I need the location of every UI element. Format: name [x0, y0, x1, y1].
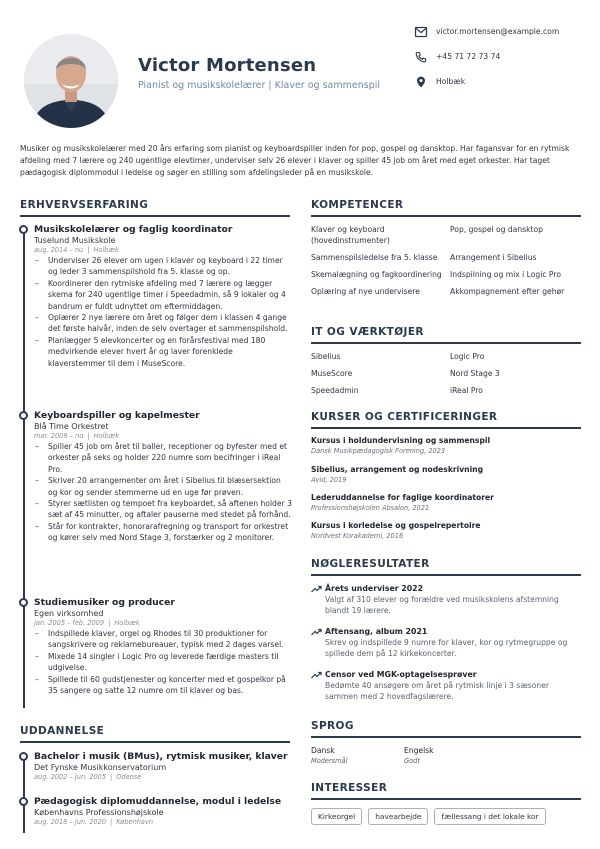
section-tools-rule	[311, 342, 581, 344]
section-tools-heading: IT OG VÆRKTØJER	[311, 326, 424, 338]
job-bullets	[34, 255, 292, 369]
job-period: jan. 2005 – feb. 2009	[34, 619, 105, 627]
education-period: aug. 2002 – jun. 2005	[34, 773, 107, 781]
experience-item	[34, 597, 292, 696]
section-education-heading: UDDANNELSE	[20, 725, 105, 737]
interests-list	[311, 808, 581, 825]
course-org: Professionshøjskolen Absalon, 2021	[311, 504, 430, 512]
skill-item: Indspilning og mix i Logic Pro	[450, 270, 561, 279]
education-location: København	[116, 818, 154, 826]
job-title: Studiemusiker og producer	[34, 597, 175, 608]
section-experience-heading: ERHVERVSERFARING	[20, 199, 149, 211]
tool-item: Sibelius	[311, 352, 341, 361]
job-bullet: – Underviser 26 elever om ugen i klaver og keyboard i 22 timer og leder 3 sammenspilshold fra 5. klasse og op.	[34, 255, 292, 278]
job-bullet: – Skriver 20 arrangementer om året i Sibelius til blæsersektion og kor og sender stemmerne ud en uge før prøven.	[34, 475, 292, 498]
course-item	[311, 436, 581, 455]
job-bullet: – Indspillede klaver, orgel og Rhodes til 30 produktioner for sangskrivere og reklamebureauer, typisk med 2 dages varsel.	[34, 628, 292, 651]
degree-title: Bachelor i musik (BMus), rytmisk musiker, klaver	[34, 751, 288, 762]
phone-icon	[414, 51, 430, 63]
section-education-rule	[20, 741, 290, 743]
tool-item: iReal Pro	[450, 386, 483, 395]
experience-item	[34, 410, 292, 544]
skill-item: Skemalægning og fagkoordinering	[311, 270, 442, 279]
school-name: Det Fynske Musikkonservatorium	[34, 763, 167, 772]
contact-block	[414, 19, 594, 94]
course-name: Kursus i holdundervisning og sammenspil	[311, 436, 491, 445]
job-location: Holbæk	[93, 246, 119, 254]
course-name: Sibelius, arrangement og nodeskrivning	[311, 465, 484, 474]
education-period: aug. 2018 – jun. 2020	[34, 818, 107, 826]
section-skills-heading: KOMPETENCER	[311, 199, 404, 211]
interest-tag: havearbejde	[368, 808, 428, 825]
interest-tag: fællessang i det lokale kor	[434, 808, 545, 825]
achievement-desc: Skrev og indspillede 9 numre for klaver, kor og rytmegruppe og spillede dem på 12 kirkekoncerter.	[325, 638, 568, 659]
contact-phone[interactable]	[414, 44, 594, 69]
contact-location	[414, 69, 594, 94]
course-item	[311, 521, 581, 540]
job-bullet: – Mixede 14 singler i Logic Pro og leverede færdige masters til udgivelse.	[34, 651, 292, 674]
section-languages-rule	[311, 736, 581, 738]
achievement-item	[311, 627, 581, 660]
job-company: Tuselund Musikskole	[34, 236, 116, 245]
education-item	[34, 796, 292, 826]
portrait-image	[24, 34, 118, 128]
course-org: Dansk Musikpædagogisk Forening, 2023	[311, 447, 446, 455]
education-meta: aug. 2002 – jun. 2005 | Odense	[34, 773, 142, 781]
language-level: Modersmål	[311, 757, 348, 765]
profile-photo	[24, 34, 118, 128]
language-name: Engelsk	[404, 746, 434, 755]
job-company: Blå Time Orkestret	[34, 422, 109, 431]
location-text: Holbæk	[436, 77, 466, 86]
contact-email[interactable]	[414, 19, 594, 44]
course-item	[311, 493, 581, 512]
job-bullets	[34, 628, 292, 696]
section-experience-rule	[20, 215, 290, 217]
tool-item: Nord Stage 3	[450, 369, 500, 378]
trend-up-icon	[311, 671, 322, 679]
timeline-dot	[19, 797, 28, 806]
school-name: Københavns Professionshøjskole	[34, 808, 164, 817]
section-languages-heading: SPROG	[311, 720, 354, 732]
job-bullet: – Planlægger 5 elevkoncerter og en forårsfestival med 180 medvirkende elever hvert år og laver forenklede klaverstemmer til dem i MuseScore.	[34, 335, 292, 369]
trend-up-icon	[311, 585, 322, 593]
skill-item: Klaver og keyboard (hovedinstrumenter)	[311, 225, 390, 245]
job-meta: jan. 2005 – feb. 2009 | Holbæk	[34, 619, 140, 627]
section-courses-heading: KURSER OG CERTIFICERINGER	[311, 411, 498, 423]
achievement-item	[311, 670, 581, 703]
tool-item: Logic Pro	[450, 352, 485, 361]
achievement-title: Aftensang, album 2021	[325, 627, 428, 636]
course-name: Lederuddannelse for faglige koordinatorer	[311, 493, 494, 502]
candidate-name: Victor Mortensen	[138, 55, 317, 76]
timeline-dot	[19, 411, 28, 420]
skill-item: Arrangement i Sibelius	[450, 253, 537, 262]
job-title: Keyboardspiller og kapelmester	[34, 410, 200, 421]
education-location: Odense	[116, 773, 142, 781]
language-name: Dansk	[311, 746, 335, 755]
language-item	[404, 746, 504, 765]
skill-item: Oplæring af nye undervisere	[311, 287, 420, 296]
course-item	[311, 465, 581, 484]
section-achievements-rule	[311, 574, 581, 576]
job-bullet: – Oplærer 2 nye lærere om året og følger dem i klassen 4 gange det første halvår, inden de selv overtager et sammenspilshold.	[34, 312, 292, 335]
tool-item: Speedadmin	[311, 386, 359, 395]
timeline-dot	[19, 598, 28, 607]
candidate-title: Pianist og musikskolelærer | Klaver og sammenspil	[138, 80, 380, 91]
location-pin-icon	[414, 76, 430, 88]
section-courses-rule	[311, 427, 581, 429]
education-item	[34, 751, 292, 781]
phone-text: +45 71 72 73 74	[436, 52, 501, 61]
skills-list	[311, 224, 581, 303]
interest-tag: Kirkeorgel	[311, 808, 362, 825]
job-bullets	[34, 441, 292, 544]
job-title: Musikskolelærer og faglig koordinator	[34, 224, 233, 235]
achievement-item	[311, 584, 581, 617]
achievement-title: Censor ved MGK-optagelsesprøver	[325, 670, 477, 679]
job-period: aug. 2014 – nu	[34, 246, 84, 254]
job-bullet: – Spiller 45 job om året til baller, receptioner og byfester med et orkester på seks og holder 220 numre som becifringer i iReal Pro.	[34, 441, 292, 475]
job-bullet: – Koordinerer den rytmiske afdeling med 7 lærere og lægger skema for 240 ugentlige timer i Speedadmin, så 9 lokaler og 4 bandrum er fuldt udnyttet om eftermiddagen.	[34, 278, 292, 312]
job-meta: aug. 2014 – nu | Holbæk	[34, 246, 119, 254]
tools-list	[311, 351, 581, 402]
trend-up-icon	[311, 628, 322, 636]
timeline-dot	[19, 752, 28, 761]
education-timeline	[23, 757, 25, 833]
job-meta: mar. 2009 – nu | Holbæk	[34, 432, 120, 440]
course-org: Avid, 2019	[311, 476, 347, 484]
education-meta: aug. 2018 – jun. 2020 | København	[34, 818, 154, 826]
tool-item: MuseScore	[311, 369, 353, 378]
mail-icon	[414, 26, 430, 38]
achievement-title: Årets underviser 2022	[325, 584, 424, 593]
experience-timeline	[23, 230, 25, 708]
degree-title: Pædagogisk diplomuddannelse, modul i ledelse	[34, 796, 282, 807]
job-period: mar. 2009 – nu	[34, 432, 84, 440]
course-org: Nordvest Korakademi, 2016	[311, 532, 404, 540]
language-level: Godt	[404, 757, 420, 765]
achievement-desc: Bedømte 40 ansøgere om året på rytmisk linje i 3 sæsoner sammen med 2 hovedfagslærere.	[325, 681, 549, 702]
job-location: Holbæk	[93, 432, 120, 440]
section-skills-rule	[311, 215, 581, 217]
job-bullet: – Spillede til 60 gudstjenester og koncerter med et gospelkor på 35 sangere og satte 12 numre om til klaver og bas.	[34, 674, 292, 697]
job-location: Holbæk	[114, 619, 140, 627]
language-item	[311, 746, 411, 765]
job-bullet: – Står for kontrakter, honorarafregning og transport for orkestret og kører selv med Nord Stage 3, forstærker og 2 monitorer.	[34, 521, 292, 544]
section-achievements-heading: NØGLERESULTATER	[311, 558, 430, 570]
job-company: Egen virksomhed	[34, 609, 104, 618]
section-interests-rule	[311, 798, 581, 800]
skill-item: Akkompagnement efter gehør	[450, 287, 565, 296]
skill-item: Sammenspilsledelse fra 5. klasse	[311, 253, 438, 262]
job-bullet: – Styrer sætlisten og tempoet fra keyboardet, så aftenen holder 3 sæt af 45 minutter, og aftaler pauserne med stedet på forhånd.	[34, 498, 292, 521]
experience-item	[34, 224, 292, 369]
skill-item: Pop, gospel og dansktop	[450, 225, 544, 234]
course-name: Kursus i korledelse og gospelrepertoire	[311, 521, 481, 530]
timeline-dot	[19, 225, 28, 234]
achievement-desc: Valgt af 310 elever og forældre ved musikskolens afstemning blandt 19 lærere.	[325, 595, 559, 616]
profile-summary: Musiker og musikskolelærer med 20 års erfaring som pianist og keyboardspiller inden for pop, gospel og dansktop. Har fagansvar for en rytmisk afdeling med 7 lærere og 240 ugentlige elevtimer, underviser selv 26 elever i klaver og spiller 45 job om året med eget orkester. Har taget pædagogisk diplommodul i ledelse og søger en stilling som afdelingsleder på en musikskole.	[20, 144, 570, 177]
section-interests-heading: INTERESSER	[311, 782, 388, 794]
email-text: victor.mortensen@example.com	[436, 27, 560, 36]
